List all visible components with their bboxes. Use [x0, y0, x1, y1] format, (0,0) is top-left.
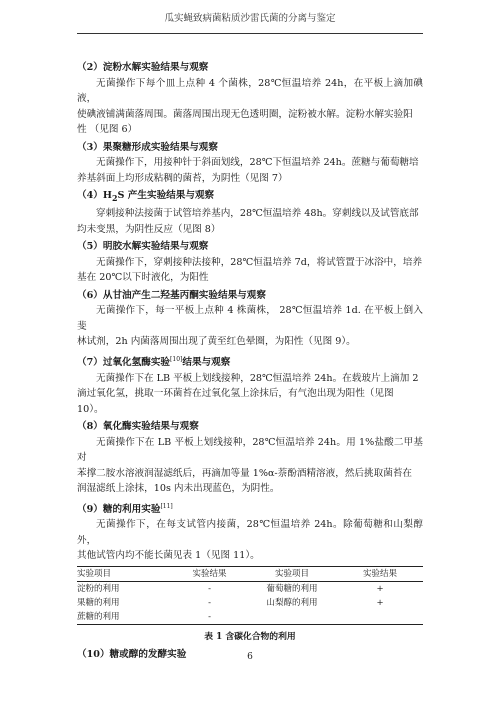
section-10-heading: （10）糖或醇的发酵实验 — [77, 649, 187, 661]
section-4-heading-sub: 2 — [111, 192, 118, 203]
section-8-line: 无菌操作下在 LB 平板上划线接种，28℃恒温培养 24h。用 1%盐酸二甲基对 — [77, 436, 423, 464]
page-body — [77, 60, 423, 663]
section-5-body — [77, 255, 423, 286]
table-1 — [77, 566, 423, 625]
section-2-heading: （2）淀粉水解实验结果与观察 — [77, 62, 209, 73]
section-9-heading — [77, 499, 423, 518]
table-cell: + — [376, 583, 384, 594]
section-9-heading-pre: （9）糖的利用实验 — [77, 503, 161, 515]
citation-ref: [10] — [170, 355, 183, 363]
section-3-heading: （3）果聚糖形成实验结果与观察 — [77, 141, 218, 153]
table-header-cell: 实验结果 — [337, 566, 423, 581]
table-header-cell: 实验结果 — [172, 566, 247, 581]
section-7-heading-pre: （7）过氧化氢酶实验 — [77, 357, 171, 369]
table-row — [77, 596, 423, 610]
table-cell: 葡萄糖的利用 — [266, 583, 318, 594]
table-1-caption: 表 1 含碳化合物的利用 — [204, 631, 296, 642]
table-cell: - — [208, 583, 211, 594]
section-6-line: 无菌操作下，每一平板上点种 4 株菌株， 28℃恒温培养 1d. 在平板上倒入斐 — [77, 305, 423, 332]
section-2-body — [77, 76, 423, 138]
table-cell: - — [172, 610, 247, 625]
table-cell: - — [208, 597, 211, 608]
citation-ref: [11] — [160, 502, 173, 510]
section-7-heading — [77, 352, 423, 371]
section-9-body — [77, 517, 423, 564]
section-5-line: 基在 20℃以下时液化，为阳性 — [77, 272, 209, 284]
section-6-line: 林试剂，2h 内菌落周围出现了黄至红色晕圈，为阳性（见图 9）。 — [77, 336, 356, 348]
table-row — [77, 610, 423, 625]
table-header-row — [77, 566, 423, 581]
table-cell — [337, 610, 423, 625]
section-5-heading: （5）明胶水解实验结果与观察 — [77, 241, 209, 253]
section-7-line: 10）。 — [77, 403, 104, 415]
table-cell: 果糖的利用 — [77, 597, 120, 608]
header-rule — [77, 33, 423, 34]
section-9-line: 无菌操作下，在每支试管内接菌，28℃恒温培养 24h。除葡萄糖和山梨醇外， — [77, 519, 423, 546]
section-4-heading — [77, 188, 423, 206]
section-9-line: 其他试管内均不能长菌见表 1（见图 11）。 — [77, 550, 260, 562]
table-cell — [247, 610, 337, 625]
section-4-heading-post: S 产生实验结果与观察 — [117, 190, 215, 201]
section-7-heading-post: 结果与观察 — [182, 357, 231, 369]
section-7-line: 滴过氧化氢，挑取一环菌苔在过氧化氢上涂抹后，有气泡出现为阳性（见图 — [77, 388, 394, 400]
section-8-line: 苯撑二胺水溶液润湿滤纸后，再滴加等量 1%α-萘酚酒精溶液，然后挑取菌苔在 — [77, 467, 412, 479]
section-7-body — [77, 371, 423, 418]
section-5-line: 无菌操作下，穿刺接种法接种，28℃恒温培养 7d，将试管置于冰浴中，培养 — [96, 256, 423, 268]
section-6-body — [77, 303, 423, 350]
section-4-heading-pre: （4）H — [77, 190, 112, 201]
section-2-line: 使碘液铺满菌落周围。菌落周围出现无色透明圈，淀粉被水解。淀粉水解实验阳 — [77, 108, 413, 120]
table-row — [77, 581, 423, 596]
page-number: 6 — [247, 652, 253, 662]
section-3-body — [77, 155, 423, 186]
section-2-line: 无菌操作下每个皿上点种 4 个菌株，28℃恒温培养 24h，在平板上滴加碘液， — [77, 77, 423, 104]
table-cell: 山梨醇的利用 — [266, 597, 318, 608]
section-7-line: 无菌操作下在 LB 平板上划线接种，28℃恒温培养 24h。在载玻片上滴加 2 — [96, 372, 419, 384]
section-8-heading: （8）氧化酶实验结果与观察 — [77, 421, 199, 433]
section-3-line: 养基斜面上均形成粘稠的菌苔，为阴性（见图 7） — [77, 172, 288, 184]
table-cell: + — [376, 597, 384, 608]
table-header-cell: 实验项目 — [247, 566, 337, 581]
section-6-heading: （6）从甘油产生二羟基丙酮实验结果与观察 — [77, 289, 266, 301]
section-3-line: 无菌操作下，用接种针于斜面划线，28℃下恒温培养 24h。蔗糖与葡萄糖培 — [96, 157, 419, 168]
section-2-line: 性 （见图 6） — [77, 124, 138, 135]
section-4-line: 均未变黑，为阴性反应（见图 8） — [77, 223, 221, 235]
table-cell: 蔗糖的利用 — [77, 610, 172, 625]
section-4-line: 穿刺接种法接菌于试管培养基内，28℃恒温培养 48h。穿刺线以及试管底部 — [96, 208, 419, 220]
section-8-line: 润湿滤纸上涂抹，10s 内未出现蓝色，为阴性。 — [77, 483, 280, 495]
table-header-cell: 实验项目 — [77, 566, 172, 581]
table-cell: 淀粉的利用 — [77, 583, 120, 594]
section-8-body — [77, 435, 423, 497]
running-header: 瓜实蝇致病菌粘质沙雷氏菌的分离与鉴定 — [164, 13, 336, 24]
section-4-body — [77, 206, 423, 237]
